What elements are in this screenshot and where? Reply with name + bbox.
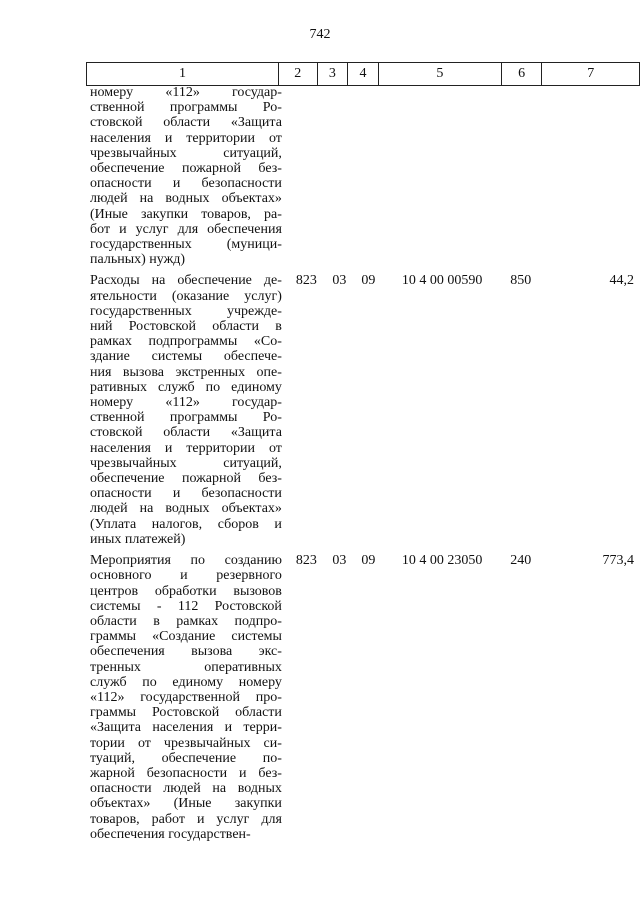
description-line: государственных учрежде- [90, 303, 282, 319]
cell-expense-type [501, 85, 540, 267]
cell-target-article: 10 4 00 00590 [401, 273, 483, 289]
description-line: номеру «112» государ- [90, 85, 282, 100]
description-line: «Защита населения и терри- [90, 720, 282, 736]
cell-subsection: 09 [361, 553, 376, 569]
description-line: людей на водных объектах» [90, 191, 282, 207]
table-row [86, 553, 640, 842]
cell-section: 03 [332, 553, 347, 569]
description-line: стовской области «Защита [90, 115, 282, 131]
cell-grbs: 823 [295, 273, 317, 289]
description-line: (Уплата налогов, сборов и [90, 516, 282, 532]
page-number: 742 [309, 27, 331, 42]
cell-section [325, 85, 354, 267]
description-line: граммы «Создание системы [90, 629, 282, 645]
budget-table-body [86, 85, 640, 842]
description-line: бот и услуг для обеспечения [90, 221, 282, 237]
description-line: пальных) нужд) [90, 252, 186, 268]
description-line: ятельности (оказание услуг) [90, 288, 282, 304]
column-header-6: 6 [501, 63, 541, 86]
cell-grbs [288, 85, 325, 267]
description-line: основного и резервного [90, 568, 282, 584]
description-line: обеспечения государствен- [90, 826, 251, 842]
description-line: чрезвычайных ситуаций, [90, 455, 282, 471]
cell-target-article [383, 85, 501, 267]
description-line: граммы Ростовской области [90, 705, 282, 721]
description-line: населения и территории от [90, 440, 282, 456]
description-line: обеспечение пожарной без- [90, 161, 282, 177]
description-line: населения и территории от [90, 130, 282, 146]
description-line: ния вызова экстренных опе- [90, 364, 282, 380]
cell-target-article: 10 4 00 23050 [401, 553, 483, 569]
description-line: Расходы на обеспечение де- [90, 273, 282, 289]
description-line: чрезвычайных ситуаций, [90, 145, 282, 161]
description-line: жарной безопасности и без- [90, 765, 282, 781]
row-description [86, 553, 288, 842]
column-header-2: 2 [279, 63, 318, 86]
description-line: туаций, обеспечение по- [90, 750, 282, 766]
cell-amount [540, 85, 640, 267]
column-header-3: 3 [317, 63, 348, 86]
description-line: государственных (муници- [90, 237, 282, 253]
description-line: опасности и безопасности [90, 176, 282, 192]
description-line: ративных служб по единому [90, 379, 282, 395]
description-line: системы - 112 Ростовской [90, 598, 282, 614]
description-line: опасности людей на водных [90, 781, 282, 797]
cell-subsection: 09 [361, 273, 376, 289]
description-line: обеспечение пожарной без- [90, 471, 282, 487]
description-line: ственной программы Ро- [90, 100, 282, 116]
description-line: иных платежей) [90, 531, 186, 547]
cell-expense-type: 240 [510, 553, 532, 569]
description-line: обеспечения вызова экс- [90, 644, 282, 660]
description-line: тренных оперативных [90, 659, 282, 675]
description-line: ственной программы Ро- [90, 410, 282, 426]
description-line: рамках подпрограммы «Со- [90, 334, 282, 350]
description-line: опасности и безопасности [90, 486, 282, 502]
cell-section: 03 [332, 273, 347, 289]
cell-amount: 773,4 [602, 553, 634, 569]
cell-subsection [354, 85, 383, 267]
description-line: Мероприятия по созданию [90, 553, 282, 569]
column-header-5: 5 [378, 63, 501, 86]
description-line: тории от чрезвычайных си- [90, 735, 282, 751]
description-line: (Иные закупки товаров, ра- [90, 206, 282, 222]
description-line: людей на водных объектах» [90, 501, 282, 517]
description-line: стовской области «Защита [90, 425, 282, 441]
column-header-table [86, 62, 640, 86]
column-header-1: 1 [87, 63, 279, 86]
description-line: центров обработки вызовов [90, 583, 282, 599]
table-row [86, 273, 640, 547]
description-line: ний Ростовской области в [90, 319, 282, 335]
row-description [86, 85, 288, 267]
description-line: области в рамках подпро- [90, 613, 282, 629]
description-line: товаров, работ и услуг для [90, 811, 282, 827]
column-header-4: 4 [348, 63, 379, 86]
row-description [86, 273, 288, 547]
description-line: здание системы обеспече- [90, 349, 282, 365]
description-line: «112» государственной про- [90, 689, 282, 705]
description-line: объектах» (Иные закупки [90, 796, 282, 812]
column-header-7: 7 [542, 63, 640, 86]
description-line: номеру «112» государ- [90, 395, 282, 411]
column-header-row [87, 63, 640, 86]
table-row [86, 85, 640, 267]
description-line: служб по единому номеру [90, 674, 282, 690]
cell-grbs: 823 [295, 553, 317, 569]
cell-amount: 44,2 [609, 273, 634, 289]
cell-expense-type: 850 [510, 273, 532, 289]
